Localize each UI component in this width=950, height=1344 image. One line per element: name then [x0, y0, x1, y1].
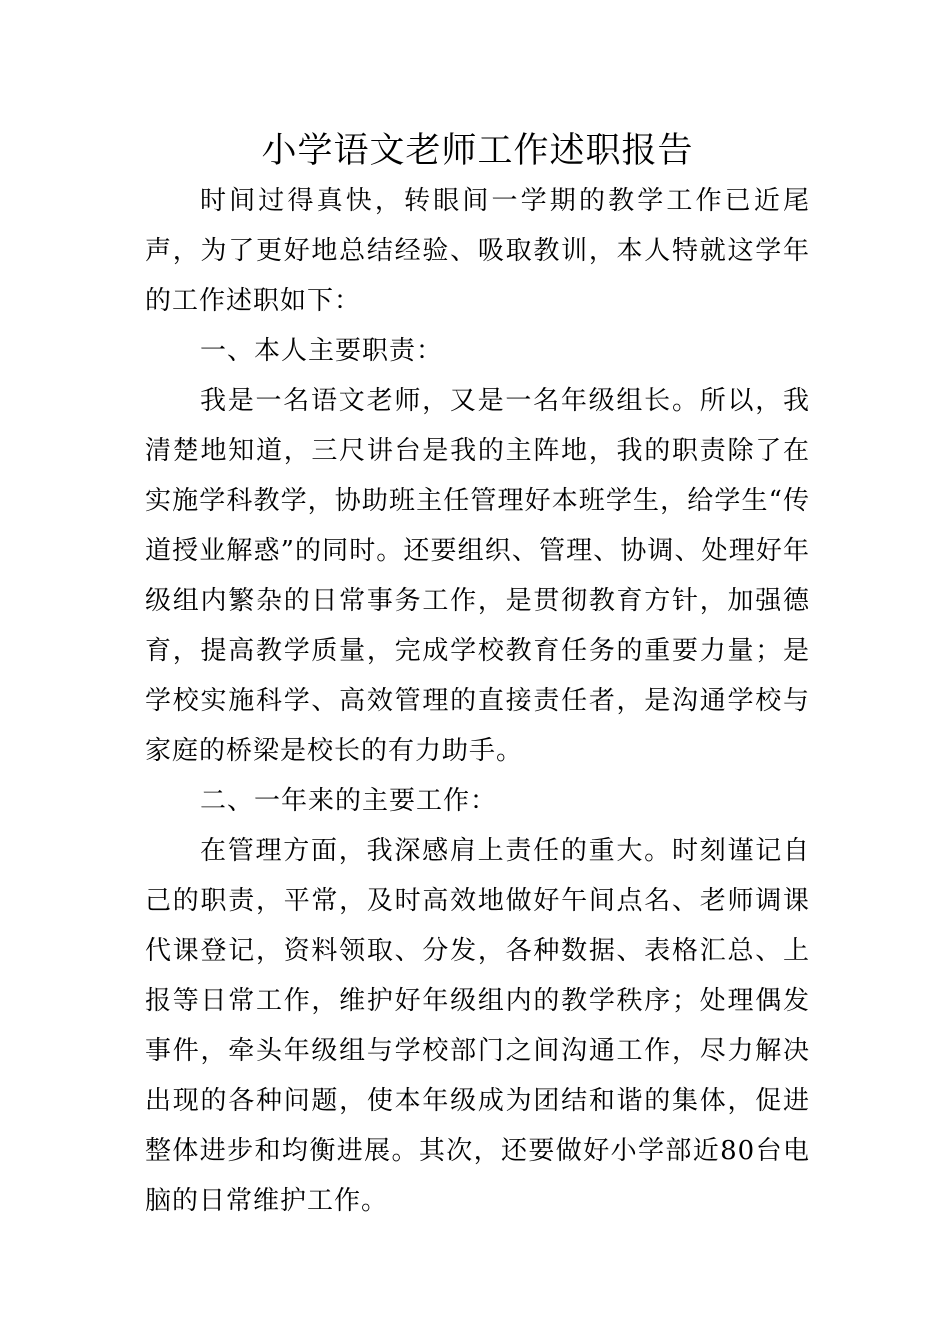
- document-page: [145, 126, 810, 1226]
- section-heading-duties: 一、本人主要职责：: [200, 336, 444, 366]
- document-title: 小学语文老师工作述职报告: [261, 131, 694, 171]
- intro-paragraph: 时间过得真快，转眼间一学期的教学工作已近尾声，为了更好地总结经验、吸取教训，本人特就这学年的工作述职如下：: [145, 186, 810, 316]
- section-heading-work: 二、一年来的主要工作：: [200, 786, 498, 816]
- duties-paragraph: 我是一名语文老师，又是一名年级组长。所以，我清楚地知道，三尺讲台是我的主阵地，我的职责除了在实施学科教学，协助班主任管理好本班学生，给学生“传道授业解惑”的同时。还要组织、管理、协调、处理好年级组内繁杂的日常事务工作，是贯彻教育方针，加强德育，提高教学质量，完成学校教育任务的重要力量；是学校实施科学、高效管理的直接责任者，是沟通学校与家庭的桥梁是校长的有力助手。: [145, 386, 810, 766]
- work-paragraph: 在管理方面，我深感肩上责任的重大。时刻谨记自己的职责，平常，及时高效地做好午间点名、老师调课代课登记，资料领取、分发，各种数据、表格汇总、上报等日常工作，维护好年级组内的教学秩序；处理偶发事件，牵头年级组与学校部门之间沟通工作，尽力解决出现的各种问题，使本年级成为团结和谐的集体，促进整体进步和均衡进展。其次，还要做好小学部近80台电脑的日常维护工作。: [145, 836, 810, 1216]
